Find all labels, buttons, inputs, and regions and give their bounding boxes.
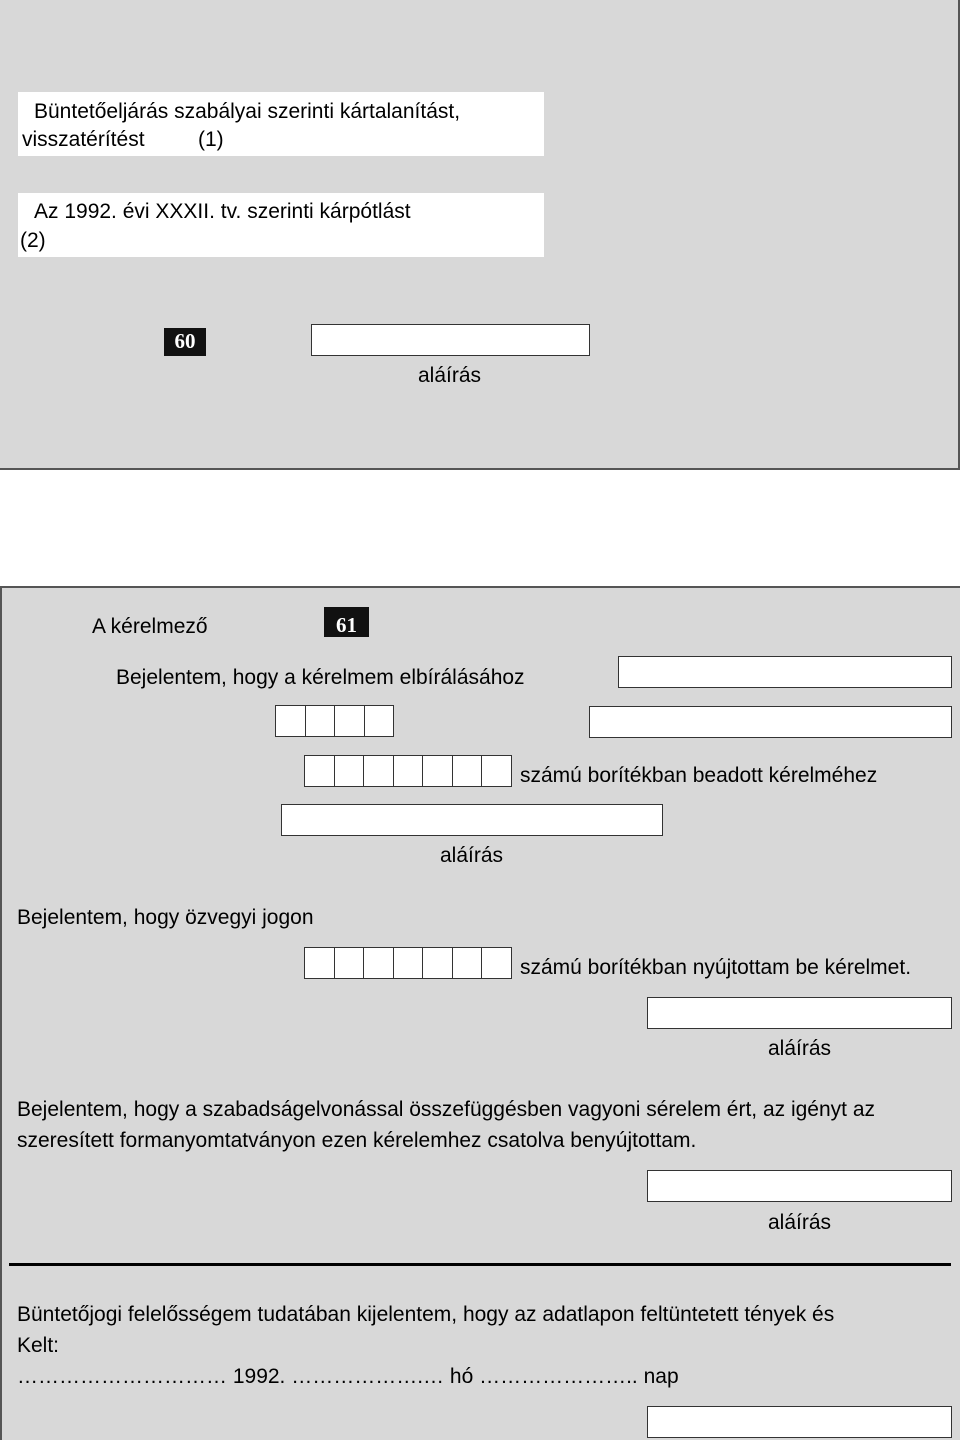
signature-label-60: aláírás	[418, 364, 482, 387]
envelope-text-2: számú borítékban nyújtottam be kérelmet.	[520, 956, 912, 979]
envelope-cell[interactable]	[423, 948, 453, 978]
code-cell[interactable]	[335, 706, 365, 736]
envelope-cell[interactable]	[305, 948, 335, 978]
envelope-cell[interactable]	[305, 756, 335, 786]
code-cell[interactable]	[276, 706, 306, 736]
input-field-1[interactable]	[618, 656, 952, 688]
envelope-cell[interactable]	[335, 948, 365, 978]
option-1-line2: visszatérítést	[22, 128, 145, 151]
envelope-cell[interactable]	[423, 756, 453, 786]
date-line: ………………………… 1992. ……………….… hó ………………….. nap	[17, 1365, 679, 1388]
envelope-number-cells-2[interactable]	[304, 947, 512, 979]
code-cells-4[interactable]	[275, 705, 394, 737]
envelope-cell[interactable]	[482, 948, 511, 978]
option-1-line1: Büntetőeljárás szabályai szerinti kártalanítást,	[34, 100, 461, 123]
option-2-box[interactable]	[18, 193, 544, 257]
envelope-cell[interactable]	[453, 948, 483, 978]
section-61-badge: 61	[324, 607, 369, 637]
applicant-label: A kérelmező	[92, 615, 208, 638]
envelope-text-1: számú borítékban beadott kérelméhez	[520, 764, 878, 787]
signature-field-61b[interactable]	[647, 997, 952, 1029]
envelope-cell[interactable]	[335, 756, 365, 786]
option-2-line1: Az 1992. évi XXXII. tv. szerinti kárpótlást	[34, 200, 411, 223]
signature-field-60[interactable]	[311, 324, 590, 356]
envelope-cell[interactable]	[394, 756, 424, 786]
declaration-3-line1: Bejelentem, hogy a szabadságelvonással összefüggésben vagyoni sérelem ért, az igényt az	[17, 1098, 876, 1121]
signature-label-61a: aláírás	[440, 844, 504, 867]
option-1-box[interactable]	[18, 92, 544, 156]
criminal-statement-text: Büntetőjogi felelősségem tudatában kijelentem, hogy az adatlapon feltüntetett tények és	[17, 1303, 835, 1326]
input-field-2[interactable]	[589, 706, 952, 738]
signature-label-61c: aláírás	[768, 1211, 832, 1234]
envelope-cell[interactable]	[453, 756, 483, 786]
declaration-3-line2: szeresített formanyomtatványon ezen kérelemhez csatolva benyújtottam.	[17, 1129, 697, 1152]
envelope-cell[interactable]	[482, 756, 511, 786]
declaration-1-text: Bejelentem, hogy a kérelmem elbírálásához	[116, 666, 525, 689]
declaration-2-text: Bejelentem, hogy özvegyi jogon	[17, 906, 314, 929]
signature-field-final[interactable]	[647, 1406, 952, 1438]
date-label: Kelt:	[17, 1334, 60, 1357]
code-cell[interactable]	[306, 706, 336, 736]
envelope-cell[interactable]	[364, 948, 394, 978]
option-1-number: (1)	[198, 128, 224, 151]
envelope-cell[interactable]	[364, 756, 394, 786]
signature-label-61b: aláírás	[768, 1037, 832, 1060]
section-divider	[9, 1263, 951, 1266]
option-2-line2: (2)	[20, 229, 46, 252]
section-60-badge: 60	[164, 328, 206, 356]
code-cell[interactable]	[365, 706, 394, 736]
envelope-number-cells-1[interactable]	[304, 755, 512, 787]
envelope-cell[interactable]	[394, 948, 424, 978]
signature-field-61a[interactable]	[281, 804, 663, 836]
signature-field-61c[interactable]	[647, 1170, 952, 1202]
